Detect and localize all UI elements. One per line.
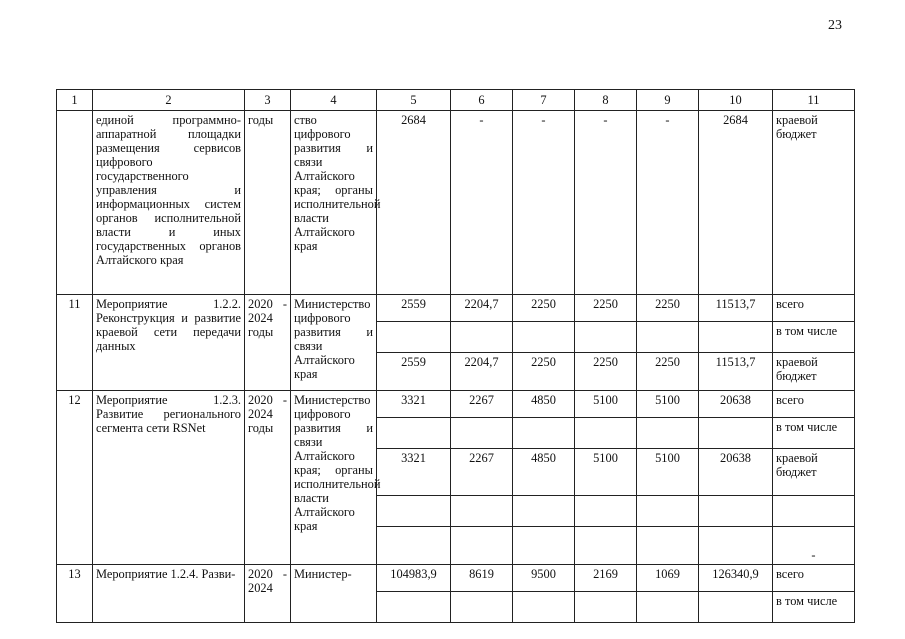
value-cell bbox=[637, 322, 699, 353]
activity-name-cell: Мероприятие 1.2.2. Реконструкция и развитие краевой сети передачи данных bbox=[93, 295, 245, 391]
row-number-cell bbox=[57, 111, 93, 295]
table-row bbox=[57, 295, 855, 322]
value-cell: 1069 bbox=[637, 565, 699, 592]
header-cell: 6 bbox=[451, 90, 513, 111]
header-cell: 11 bbox=[773, 90, 855, 111]
executor-cell: Министерство цифрового развития и связи Алтайского края bbox=[291, 295, 377, 391]
value-cell bbox=[637, 592, 699, 623]
funding-source-cell: всего bbox=[773, 295, 855, 322]
value-cell: 20638 bbox=[699, 449, 773, 496]
value-cell bbox=[377, 527, 451, 565]
funding-source-cell: краевой бюджет bbox=[773, 111, 855, 295]
value-cell: 5100 bbox=[637, 391, 699, 418]
value-cell: 2204,7 bbox=[451, 353, 513, 391]
value-cell: 2559 bbox=[377, 295, 451, 322]
value-cell: 5100 bbox=[637, 449, 699, 496]
value-cell bbox=[513, 592, 575, 623]
header-cell: 5 bbox=[377, 90, 451, 111]
header-cell: 9 bbox=[637, 90, 699, 111]
header-cell: 8 bbox=[575, 90, 637, 111]
value-cell bbox=[699, 418, 773, 449]
value-cell bbox=[451, 496, 513, 527]
value-cell bbox=[451, 527, 513, 565]
value-cell bbox=[377, 496, 451, 527]
value-cell bbox=[513, 527, 575, 565]
value-cell: 3321 bbox=[377, 391, 451, 418]
value-cell: 9500 bbox=[513, 565, 575, 592]
value-cell bbox=[699, 322, 773, 353]
value-cell: 2250 bbox=[575, 353, 637, 391]
value-cell: 2250 bbox=[637, 353, 699, 391]
value-cell bbox=[575, 527, 637, 565]
funding-source-cell: всего bbox=[773, 391, 855, 418]
header-cell: 1 bbox=[57, 90, 93, 111]
value-cell bbox=[513, 418, 575, 449]
value-cell bbox=[451, 322, 513, 353]
period-cell: 2020 - 2024 годы bbox=[245, 391, 291, 565]
funding-source-cell: в том числе bbox=[773, 322, 855, 353]
value-cell bbox=[575, 496, 637, 527]
value-cell bbox=[377, 592, 451, 623]
value-cell: 2250 bbox=[513, 353, 575, 391]
value-cell bbox=[699, 496, 773, 527]
header-cell: 10 bbox=[699, 90, 773, 111]
value-cell bbox=[637, 527, 699, 565]
value-cell: 11513,7 bbox=[699, 295, 773, 322]
funding-source-cell: в том числе bbox=[773, 418, 855, 449]
header-row bbox=[57, 90, 855, 111]
value-cell: 2684 bbox=[377, 111, 451, 295]
value-cell: 104983,9 bbox=[377, 565, 451, 592]
row-number-cell: 12 bbox=[57, 391, 93, 565]
value-cell: 5100 bbox=[575, 391, 637, 418]
value-cell: 2169 bbox=[575, 565, 637, 592]
activity-name-cell: Мероприятие 1.2.4. Разви- bbox=[93, 565, 245, 623]
value-cell bbox=[451, 592, 513, 623]
value-cell bbox=[451, 418, 513, 449]
funding-source-cell bbox=[773, 496, 855, 527]
value-cell: 11513,7 bbox=[699, 353, 773, 391]
activity-name-cell: Мероприятие 1.2.3. Развитие регионального сегмента сети RSNet bbox=[93, 391, 245, 565]
activity-name-cell: единой программно-аппаратной площадки размещения сервисов цифрового государственного управления и информационных систем органов исполнительной власти и иных государственных органов Алтайского края bbox=[93, 111, 245, 295]
value-cell: 20638 bbox=[699, 391, 773, 418]
period-cell: годы bbox=[245, 111, 291, 295]
value-cell bbox=[575, 592, 637, 623]
value-cell: 3321 bbox=[377, 449, 451, 496]
value-cell: 5100 bbox=[575, 449, 637, 496]
value-cell: - bbox=[575, 111, 637, 295]
value-cell bbox=[637, 418, 699, 449]
value-cell: - bbox=[513, 111, 575, 295]
value-cell bbox=[513, 322, 575, 353]
value-cell bbox=[513, 496, 575, 527]
period-cell: 2020 - 2024 годы bbox=[245, 295, 291, 391]
value-cell: - bbox=[451, 111, 513, 295]
value-cell: 2559 bbox=[377, 353, 451, 391]
value-cell: 126340,9 bbox=[699, 565, 773, 592]
header-cell: 4 bbox=[291, 90, 377, 111]
funding-source-cell: всего bbox=[773, 565, 855, 592]
header-cell: 2 bbox=[93, 90, 245, 111]
header-cell: 7 bbox=[513, 90, 575, 111]
value-cell bbox=[377, 418, 451, 449]
value-cell: 2267 bbox=[451, 449, 513, 496]
value-cell: 4850 bbox=[513, 449, 575, 496]
value-cell: 2250 bbox=[575, 295, 637, 322]
row-number-cell: 13 bbox=[57, 565, 93, 623]
table-row bbox=[57, 565, 855, 592]
value-cell bbox=[377, 322, 451, 353]
funding-source-cell: краевой бюджет bbox=[773, 353, 855, 391]
funding-source-cell: - bbox=[773, 527, 855, 565]
value-cell bbox=[575, 322, 637, 353]
value-cell bbox=[575, 418, 637, 449]
page-number: 23 bbox=[828, 18, 842, 33]
value-cell: 2267 bbox=[451, 391, 513, 418]
funding-source-cell: в том числе bbox=[773, 592, 855, 623]
value-cell: 2250 bbox=[513, 295, 575, 322]
table-row bbox=[57, 391, 855, 418]
value-cell: 2204,7 bbox=[451, 295, 513, 322]
funding-source-cell: краевой бюджет bbox=[773, 449, 855, 496]
header-cell: 3 bbox=[245, 90, 291, 111]
value-cell: - bbox=[637, 111, 699, 295]
value-cell: 2684 bbox=[699, 111, 773, 295]
executor-cell: Министерство цифрового развития и связи Алтайского края; органы исполнительной власти Алтайского края bbox=[291, 391, 377, 565]
program-activities-table bbox=[56, 89, 855, 623]
value-cell bbox=[699, 527, 773, 565]
value-cell: 2250 bbox=[637, 295, 699, 322]
value-cell: 8619 bbox=[451, 565, 513, 592]
period-cell: 2020 - 2024 bbox=[245, 565, 291, 623]
value-cell bbox=[637, 496, 699, 527]
value-cell: 4850 bbox=[513, 391, 575, 418]
table-row bbox=[57, 111, 855, 295]
value-cell bbox=[699, 592, 773, 623]
row-number-cell: 11 bbox=[57, 295, 93, 391]
executor-cell: ство цифрового развития и связи Алтайского края; органы исполнительной власти Алтайского края bbox=[291, 111, 377, 295]
executor-cell: Министер- bbox=[291, 565, 377, 623]
